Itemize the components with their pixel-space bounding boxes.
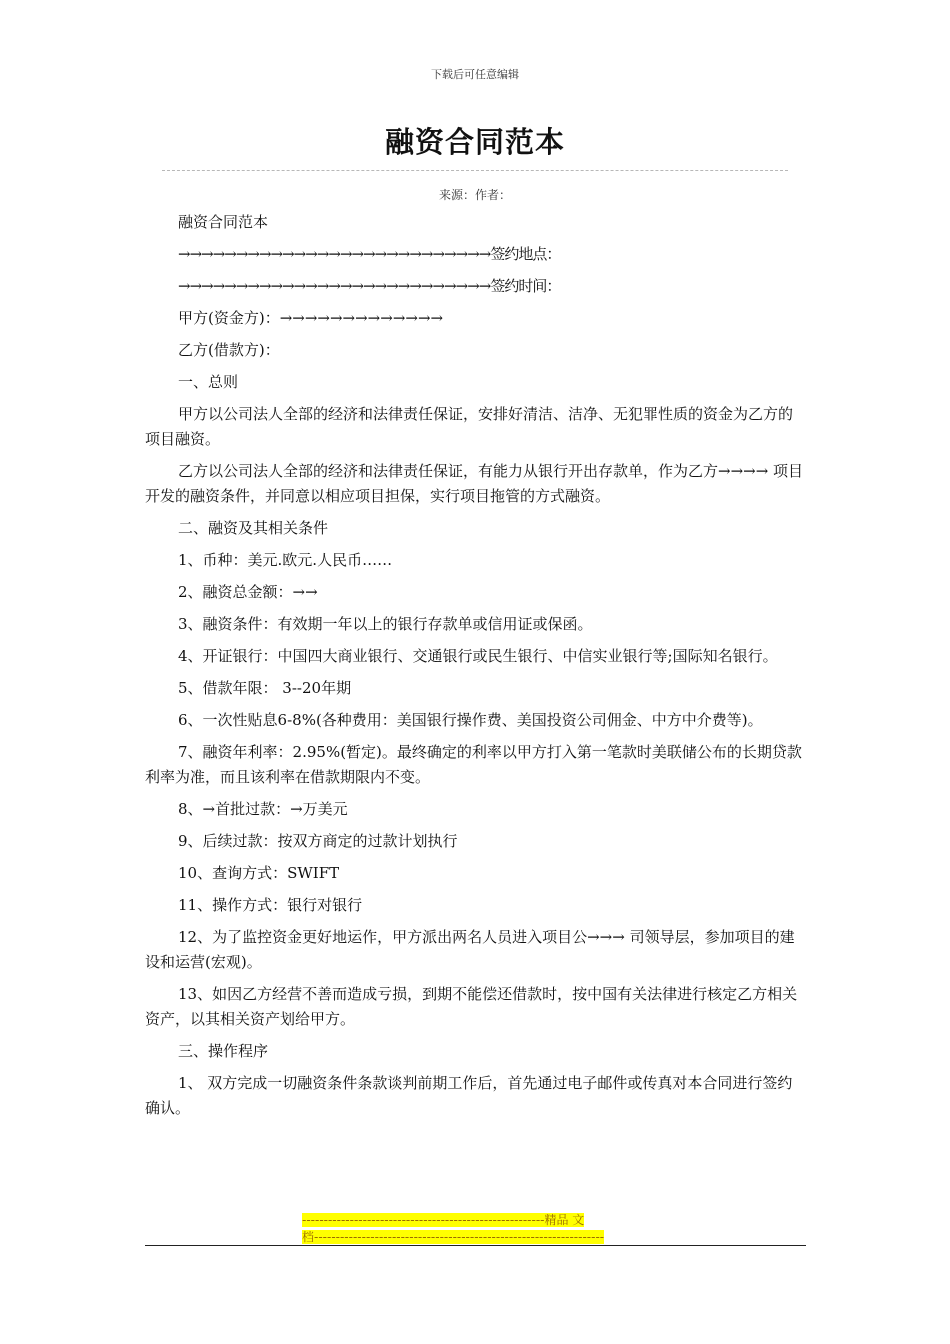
list-item: 9、后续过款：按双方商定的过款计划执行: [178, 832, 458, 850]
list-item: 8、→首批过款：→万美元: [178, 800, 348, 818]
footer-line-2: 档-------------------------------------------------------------------: [302, 1230, 605, 1244]
list-item: 11、操作方式：银行对银行: [178, 896, 363, 914]
paragraph-sign-place: →→→→→→→→→→→→→→→→→→→→→→→→→→→签约地点：: [178, 245, 561, 263]
footer-line-1: --------------------------------------------------------精品 文: [302, 1213, 585, 1227]
document-title: 融资合同范本: [384, 125, 565, 159]
list-item: 3、融资条件：有效期一年以上的银行存款单或信用证或保函。: [178, 615, 593, 633]
list-item: 2、融资总金额：→→: [178, 583, 318, 601]
list-item: 5、借款年限： 3--20年期: [178, 679, 352, 697]
list-item: 7、融资年利率：2.95%(暂定)。最终确定的利率以甲方打入第一笔款时美联储公布的长期贷款利率为准，而且该利率在借款期限内不变。: [145, 743, 802, 786]
footer-rule: [145, 1245, 806, 1246]
source-line: 来源：作者：: [438, 188, 511, 202]
header-note: 下载后可任意编辑: [431, 68, 519, 81]
paragraph-party-a: 甲方(资金方)：→→→→→→→→→→→→→: [178, 309, 444, 327]
section-heading: 二、融资及其相关条件: [178, 519, 329, 537]
paragraph-sign-time: →→→→→→→→→→→→→→→→→→→→→→→→→→→签约时间：: [178, 277, 561, 295]
list-item: 10、查询方式：SWIFT: [178, 864, 340, 882]
section-heading: 三、操作程序: [178, 1042, 269, 1060]
dashed-divider: [162, 170, 788, 171]
section-heading: 一、总则: [178, 373, 239, 391]
list-item: 13、如因乙方经营不善而造成亏损，到期不能偿还借款时，按中国有关法律进行核定乙方相关资产，以其相关资产划给甲方。: [145, 985, 798, 1028]
list-item: 12、为了监控资金更好地运作，甲方派出两名人员进入项目公→→→ 司领导层，参加项目的建设和运营(宏观)。: [145, 928, 795, 971]
paragraph: 乙方以公司法人全部的经济和法律责任保证，有能力从银行开出存款单，作为乙方→→→→ 项目开发的融资条件，并同意以相应项目担保，实行项目拖管的方式融资。: [145, 462, 804, 505]
paragraph-party-b: 乙方(借款方)：: [178, 341, 280, 359]
paragraph: 融资合同范本: [178, 213, 269, 231]
document-body: [145, 210, 805, 1128]
footer-watermark: [302, 1212, 648, 1246]
list-item: 6、一次性贴息6-8%(各种费用：美国银行操作费、美国投资公司佣金、中方中介费等)。: [178, 711, 763, 729]
list-item: 1、币种：美元.欧元.人民币……: [178, 551, 393, 569]
paragraph: 甲方以公司法人全部的经济和法律责任保证，安排好清洁、洁净、无犯罪性质的资金为乙方的项目融资。: [145, 405, 794, 448]
list-item: 4、开证银行：中国四大商业银行、交通银行或民生银行、中信实业银行等;国际知名银行。: [178, 647, 778, 665]
list-item: 1、 双方完成一切融资条件条款谈判前期工作后，首先通过电子邮件或传真对本合同进行签约确认。: [145, 1074, 793, 1117]
